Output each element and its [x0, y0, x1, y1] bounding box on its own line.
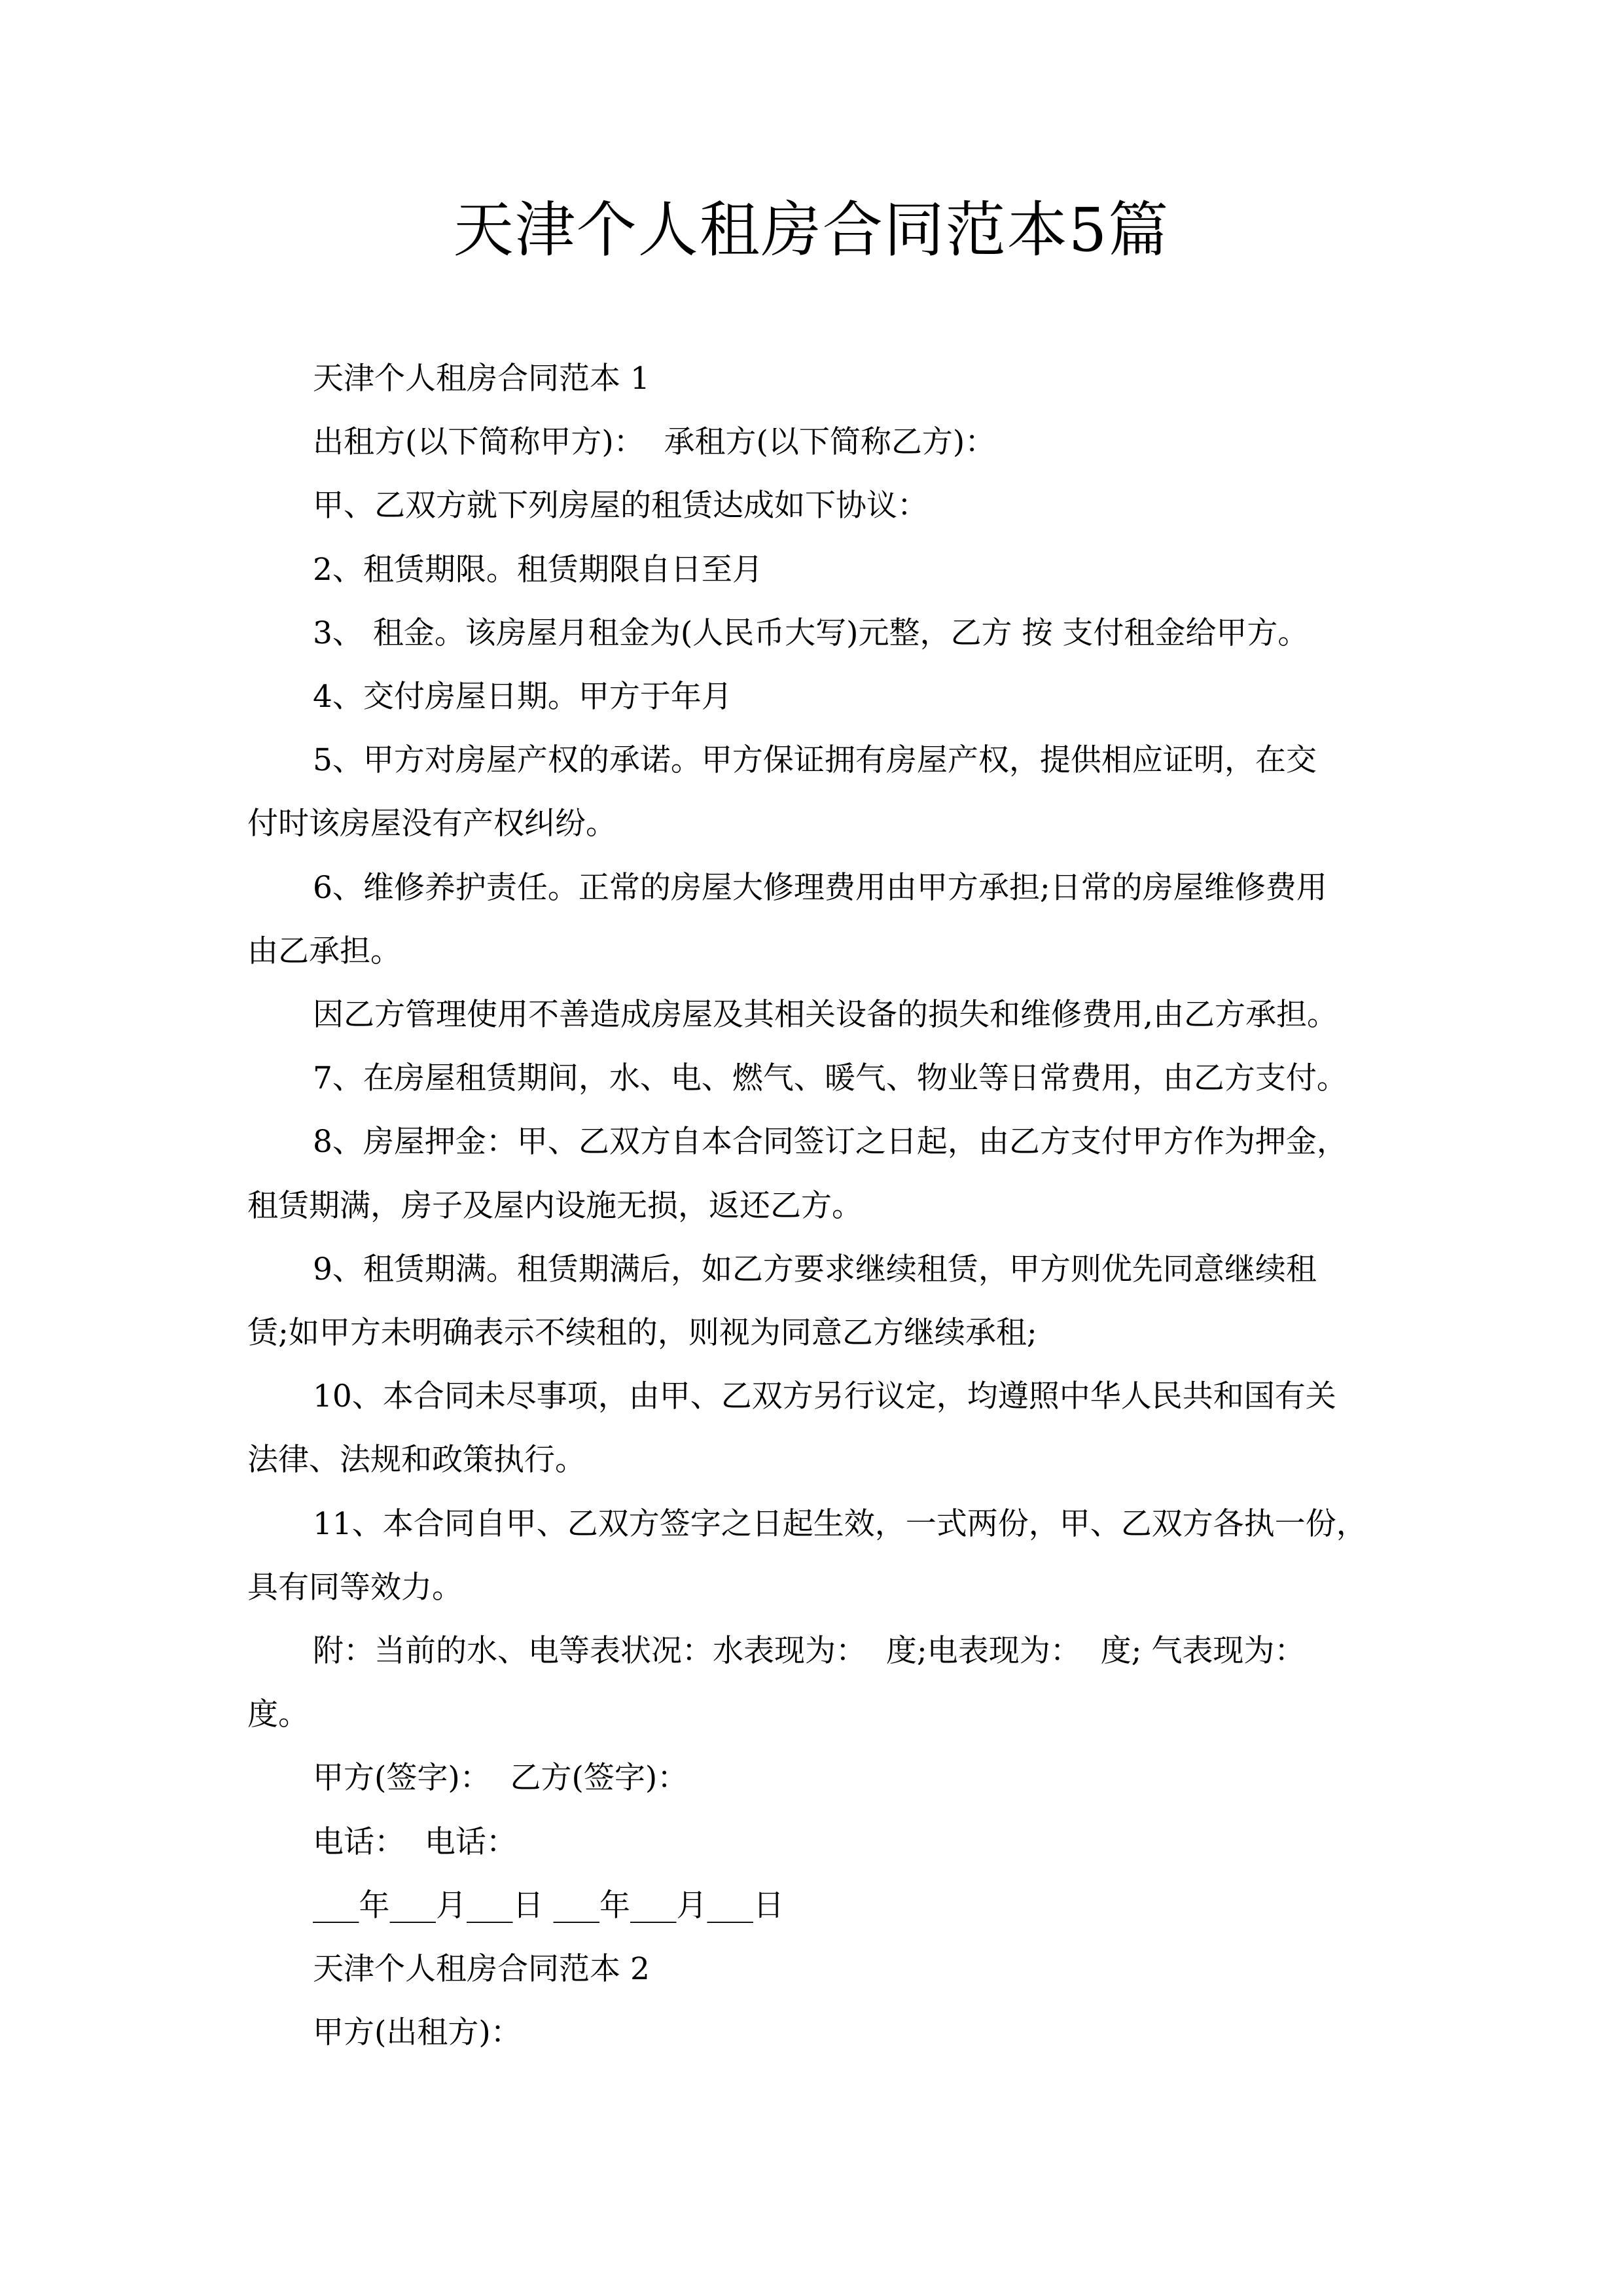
clause-2-lease-term: 2、租赁期限。租赁期限自日至月: [313, 551, 763, 588]
date-line: ___年___月___日 ___年___月___日: [313, 1887, 784, 1924]
section-heading-2: 天津个人租房合同范本 2: [313, 1951, 650, 1988]
parties-line: 出租方(以下简称甲方)： 承租方(以下简称乙方)：: [313, 424, 996, 461]
clause-5-line-1: 5、甲方对房屋产权的承诺。甲方保证拥有房屋产权，提供相应证明，在交: [313, 742, 1317, 779]
meter-readings-line-2: 度。: [247, 1696, 309, 1733]
phone-line: 电话： 电话：: [313, 1823, 517, 1860]
clause-3-rent: 3、 租金。该房屋月租金为(人民币大写)元整，乙方 按 支付租金给甲方。: [313, 615, 1309, 651]
document-body: [247, 347, 1380, 2064]
clause-6-line-2: 由乙承担。: [247, 933, 401, 969]
section-heading-1: 天津个人租房合同范本 1: [313, 361, 650, 397]
meter-readings-line-1: 附：当前的水、电等表状况：水表现为： 度;电表现为： 度; 气表现为：: [313, 1633, 1306, 1670]
clause-10-line-1: 10、本合同未尽事项，由甲、乙双方另行议定，均遵照中华人民共和国有关: [313, 1378, 1336, 1415]
clause-8-line-1: 8、房屋押金：甲、乙双方自本合同签订之日起，由乙方支付甲方作为押金，: [313, 1124, 1347, 1160]
clause-4-delivery-date: 4、交付房屋日期。甲方于年月: [313, 679, 732, 715]
clause-6-line-1: 6、维修养护责任。正常的房屋大修理费用由甲方承担;日常的房屋维修费用: [313, 869, 1327, 906]
signature-line: 甲方(签字)： 乙方(签字)：: [313, 1760, 688, 1797]
clause-9-line-2: 赁;如甲方未明确表示不续租的，则视为同意乙方继续承租;: [247, 1315, 1037, 1352]
clause-7-utilities: 7、在房屋租赁期间，水、电、燃气、暖气、物业等日常费用，由乙方支付。: [313, 1060, 1347, 1097]
clause-6-damage: 因乙方管理使用不善造成房屋及其相关设备的损失和维修费用,由乙方承担。: [313, 997, 1338, 1033]
clause-11-line-1: 11、本合同自甲、乙双方签字之日起生效，一式两份，甲、乙双方各执一份，: [313, 1505, 1367, 1542]
lessor-line: 甲方(出租方)：: [313, 2015, 522, 2051]
clause-5-line-2: 付时该房屋没有产权纠纷。: [247, 806, 616, 842]
clause-9-line-1: 9、租赁期满。租赁期满后，如乙方要求继续租赁，甲方则优先同意继续租: [313, 1251, 1317, 1287]
agreement-intro: 甲、乙双方就下列房屋的租赁达成如下协议：: [313, 488, 928, 524]
clause-10-line-2: 法律、法规和政策执行。: [247, 1442, 586, 1479]
clause-8-line-2: 租赁期满，房子及屋内设施无损，返还乙方。: [247, 1187, 863, 1224]
clause-11-line-2: 具有同等效力。: [247, 1569, 463, 1605]
document-title: 天津个人租房合同范本5篇: [453, 195, 1170, 265]
